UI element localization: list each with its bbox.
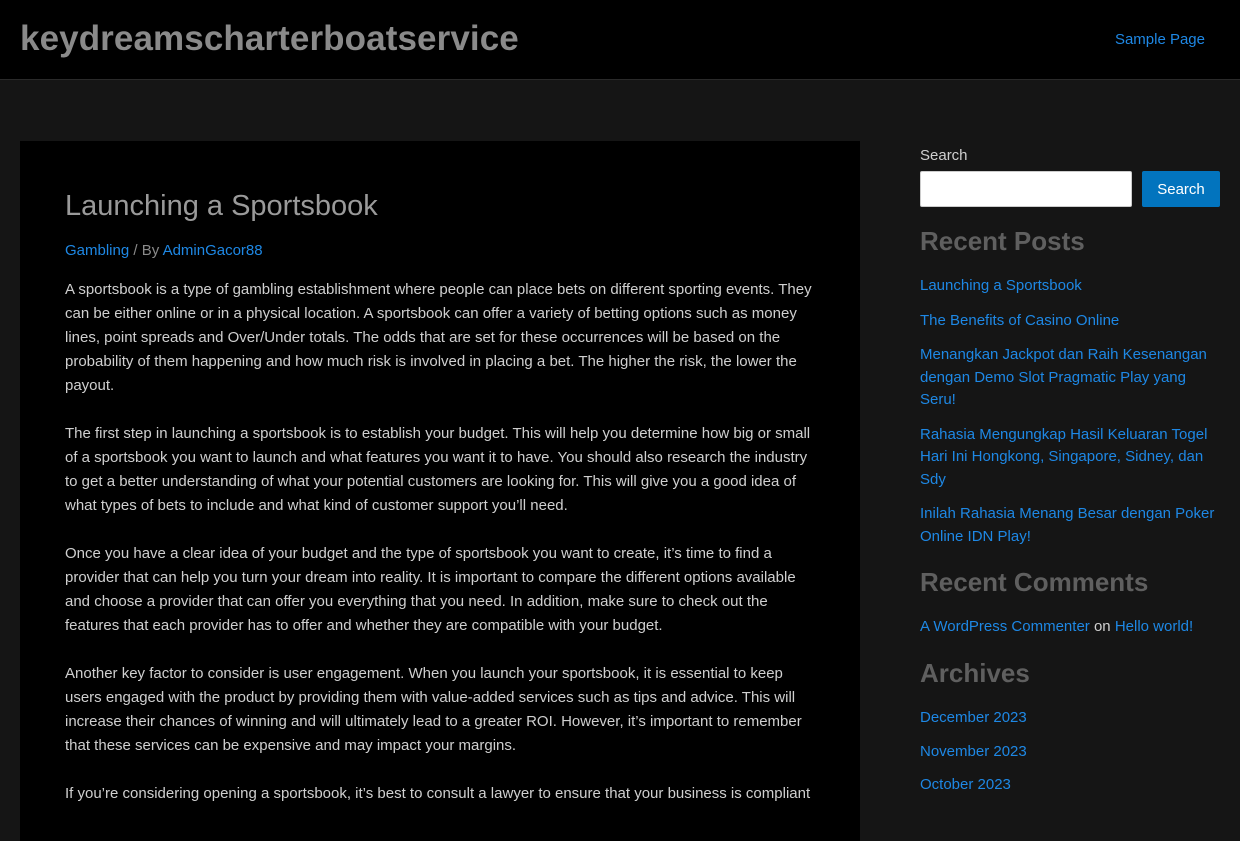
recent-post-link[interactable]: Menangkan Jackpot dan Raih Kesenangan dengan Demo Slot Pragmatic Play yang Seru! — [920, 346, 1207, 408]
article-title: Launching a Sportsbook — [65, 190, 378, 222]
comment-author-link[interactable]: A WordPress Commenter — [920, 618, 1090, 635]
list-item — [920, 503, 1220, 548]
list-item — [920, 424, 1220, 492]
recent-posts-title: Recent Posts — [920, 226, 1085, 256]
article-paragraph: A sportsbook is a type of gambling establishment where people can place bets on different sporting events. They can be either online or in a physical location. A sportsbook can offer a variety of betting options such as money lines, point spreads and Over/Under totals. The odds that are set for these occurrences will be based on the probability of them happening and how much risk is involved in placing a bet. The higher the risk, the lower the payout. — [65, 281, 812, 394]
article-content — [65, 278, 817, 830]
archive-link[interactable]: November 2023 — [920, 742, 1027, 760]
article — [20, 141, 860, 841]
recent-comments-title: Recent Comments — [920, 567, 1149, 597]
recent-post-link[interactable]: Inilah Rahasia Menang Besar dengan Poker Online IDN Play! — [920, 505, 1215, 545]
archive-link[interactable]: December 2023 — [920, 709, 1027, 726]
article-paragraph: Once you have a clear idea of your budget and the type of sportsbook you want to create, it’s time to find a provider that can help you turn your dream into reality. It is important to compare the different options available and choose a provider that can offer you everything that you need. In addition, make sure to check out the features that each provider has to offer and whether they are compatible with your budget. — [65, 545, 796, 634]
article-paragraph: If you’re considering opening a sportsbook, it’s best to consult a lawyer to ensure that your business is compliant — [65, 785, 811, 802]
search-button[interactable]: Search — [1142, 171, 1220, 207]
site-title-link[interactable]: keydreamscharterboatservice — [20, 19, 519, 58]
archives-title: Archives — [920, 658, 1030, 688]
archive-link[interactable]: October 2023 — [920, 776, 1011, 793]
list-item — [920, 344, 1220, 412]
recent-post-link[interactable]: The Benefits of Casino Online — [920, 311, 1120, 329]
comment-on-text: on — [1093, 618, 1111, 635]
list-item — [920, 310, 1220, 333]
list-item — [920, 275, 1220, 298]
recent-post-link[interactable]: Launching a Sportsbook — [920, 277, 1082, 294]
article-paragraph: Another key factor to consider is user engagement. When you launch your sportsbook, it is essential to keep users engaged with the product by providing them with value-added services such as tips and advice. This will increase their chances of winning and will ultimately lead to a greater ROI. However, it’s important to remember that these services can be expensive and may impact your margins. — [65, 665, 802, 754]
nav-link-sample-page[interactable]: Sample Page — [1114, 31, 1205, 48]
search-label: Search — [920, 147, 968, 164]
list-item — [920, 774, 1220, 797]
list-item — [920, 616, 1220, 639]
meta-separator: / By — [133, 242, 160, 259]
archives-list — [920, 707, 1220, 808]
recent-posts-list — [920, 275, 1220, 560]
category-link[interactable]: Gambling — [65, 242, 130, 259]
recent-comments-list — [920, 616, 1220, 639]
search-input[interactable] — [920, 171, 1132, 207]
list-item — [920, 707, 1220, 730]
article-paragraph: The first step in launching a sportsbook is to establish your budget. This will help you determine how big or small of a sportsbook you want to launch and what features you want it to have. You should also research the industry to get a better understanding of what your potential customers are looking for. This will give you a good idea of what types of bets to include and what kind of customer support you’ll need. — [65, 425, 811, 514]
comment-post-link[interactable]: Hello world! — [1114, 618, 1194, 635]
list-item — [920, 741, 1220, 764]
recent-post-link[interactable]: Rahasia Mengungkap Hasil Keluaran Togel Hari Ini Hongkong, Singapore, Sidney, dan Sdy — [920, 425, 1208, 488]
article-meta — [65, 242, 263, 259]
author-link[interactable]: AdminGacor88 — [162, 242, 263, 259]
site-header — [0, 0, 1240, 80]
